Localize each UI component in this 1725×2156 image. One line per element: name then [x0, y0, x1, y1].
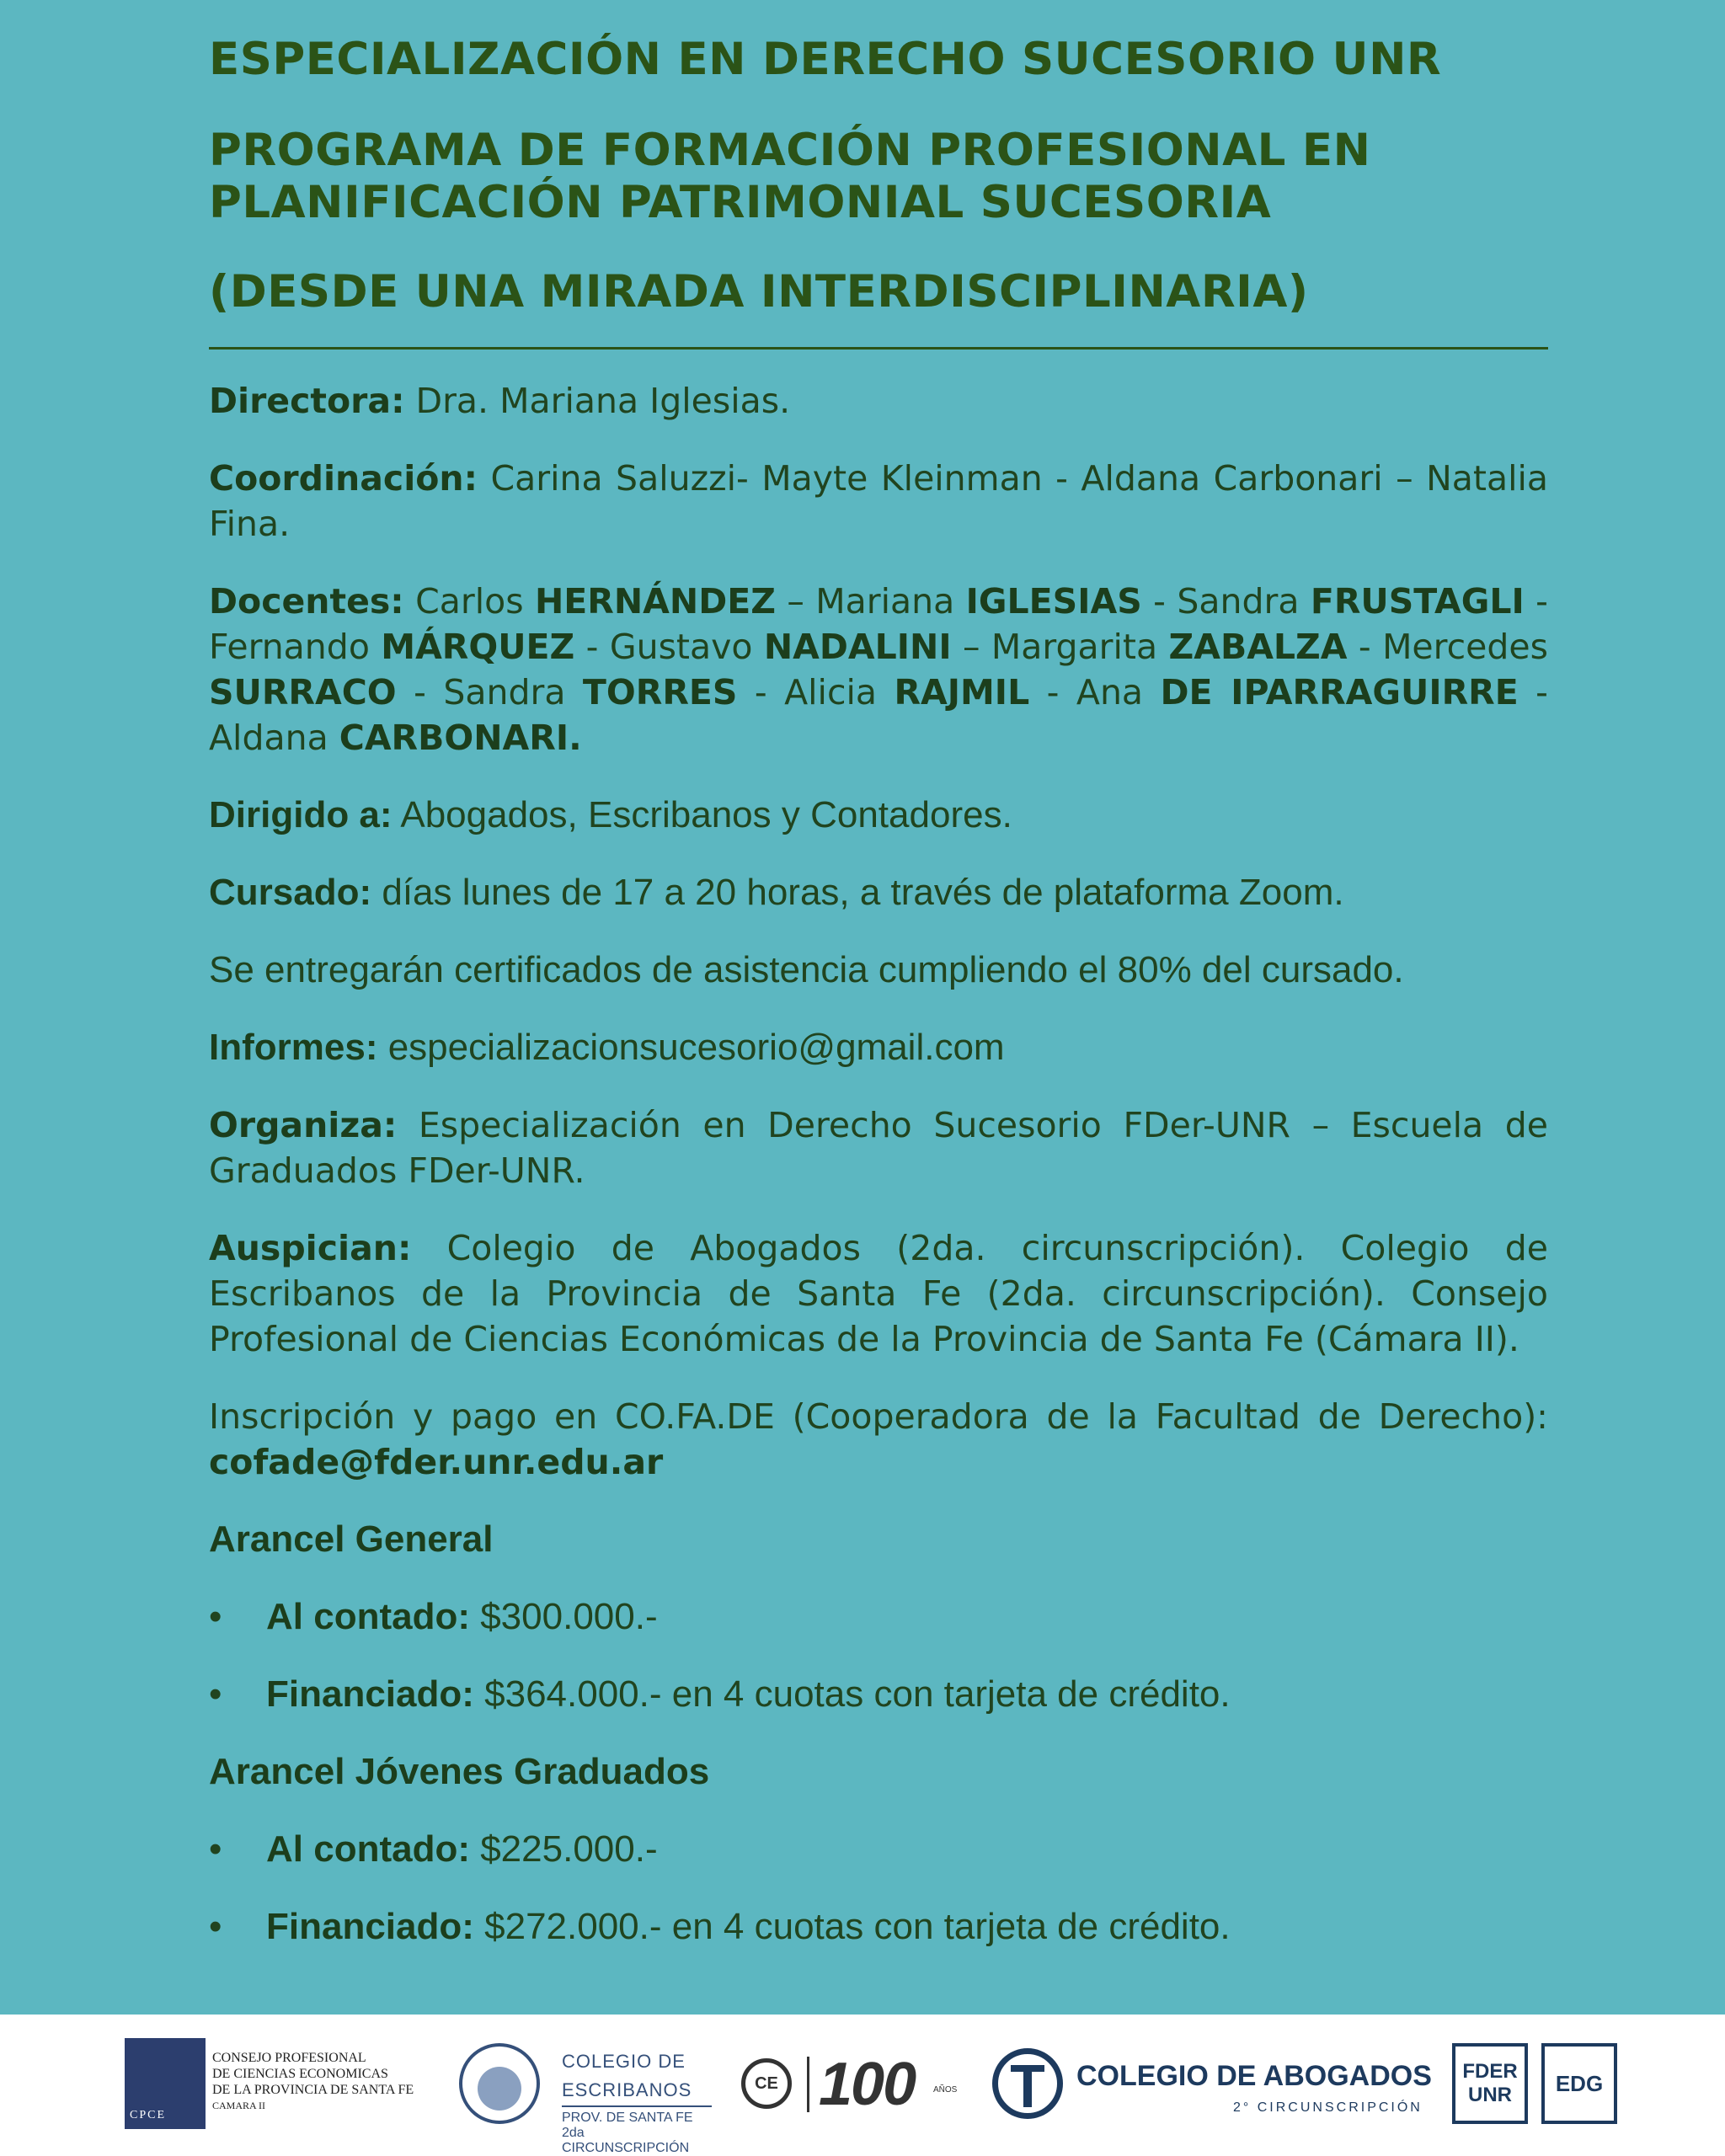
edg-logo: EDG — [1541, 2043, 1617, 2124]
docente-first-name: Alicia — [784, 672, 895, 712]
cpce-abbr: CPCE — [130, 2109, 167, 2121]
inscripcion-email[interactable]: cofade@fder.unr.edu.ar — [209, 1442, 664, 1482]
arancel-general-heading: Arancel General — [209, 1518, 494, 1560]
docente-separator: - — [737, 672, 785, 712]
arancel-value: $272.000.- en 4 cuotas con tarjeta de crédito. — [473, 1906, 1231, 1947]
docente-separator: - — [1141, 581, 1178, 622]
docente-last-name: IGLESIAS — [965, 581, 1142, 622]
docente-last-name: ZABALZA — [1168, 627, 1348, 667]
docente-last-name: HERNÁNDEZ — [534, 581, 776, 622]
arancel-label: Al contado: — [266, 1596, 470, 1637]
docente-separator: - — [574, 627, 610, 667]
title-line-4: (DESDE UNA MIRADA INTERDISCIPLINARIA) — [209, 266, 1309, 318]
docente-first-name: Mariana — [815, 581, 966, 622]
abogados-circ: 2° CIRCUNSCRIPCIÓN — [1233, 2100, 1423, 2115]
docente-separator: - — [396, 672, 444, 712]
informes-line — [209, 1025, 1548, 1070]
coordinacion-label: Coordinación: — [209, 458, 478, 499]
title-block — [209, 34, 1548, 318]
anniversary-label: AÑOS — [933, 2085, 958, 2095]
docente-separator: - — [1518, 672, 1548, 712]
bullet-glyph: • — [209, 1673, 222, 1715]
escribanos-line: 2da CIRCUNSCRIPCIÓN — [562, 2126, 690, 2155]
arancel-jovenes-item — [209, 1827, 1548, 1872]
bullet-glyph: • — [209, 1828, 222, 1870]
cursado-label: Cursado: — [209, 872, 372, 913]
logo-divider — [807, 2057, 809, 2112]
docente-last-name: NADALINI — [763, 627, 952, 667]
docente-last-name: FRUSTAGLI — [1310, 581, 1525, 622]
arancel-jovenes-item — [209, 1904, 1548, 1950]
docente-first-name: Fernando — [209, 627, 382, 667]
organiza-label: Organiza: — [209, 1105, 398, 1145]
abogados-name: COLEGIO DE ABOGADOS — [1076, 2060, 1432, 2092]
escribanos-seal-icon — [459, 2043, 540, 2124]
arancel-value: $300.000.- — [469, 1596, 658, 1637]
informes-email[interactable]: especializacionsucesorio@gmail.com — [377, 1027, 1005, 1068]
arancel-label: Financiado: — [266, 1673, 474, 1715]
sponsor-footer — [0, 2015, 1725, 2156]
docentes-line — [209, 579, 1548, 760]
arancel-label: Financiado: — [266, 1906, 474, 1947]
cpce-logo — [125, 2038, 428, 2129]
docente-last-name: SURRACO — [209, 672, 397, 712]
organiza-line — [209, 1102, 1548, 1193]
escribanos-logo — [459, 2038, 712, 2155]
fder-line: FDER — [1462, 2060, 1518, 2083]
escribanos-line: COLEGIO DE — [562, 2051, 686, 2072]
escribanos-line: ESCRIBANOS — [562, 2079, 692, 2100]
flyer-content — [209, 25, 1548, 1982]
arancel-jovenes-heading: Arancel Jóvenes Graduados — [209, 1751, 710, 1792]
dirigido-line — [209, 792, 1548, 838]
fder-unr-logo — [1452, 2043, 1528, 2124]
inscripcion-text: Inscripción y pago en CO.FA.DE (Cooperadora de la Facultad de Derecho): — [209, 1396, 1548, 1437]
coordinacion-line — [209, 456, 1548, 547]
arancel-general-item — [209, 1672, 1548, 1717]
escribanos-text — [562, 2043, 712, 2156]
arancel-general-item — [209, 1594, 1548, 1640]
seal-center — [478, 2067, 521, 2111]
ce-100-logo — [741, 2038, 960, 2129]
cursado-value: días lunes de 17 a 20 horas, a través de plataforma Zoom. — [371, 872, 1344, 913]
docente-separator: – — [775, 581, 816, 622]
docentes-label: Docentes: — [209, 581, 404, 622]
column-stem — [1023, 2065, 1032, 2107]
organiza-value: Especialización en Derecho Sucesorio FDer-UNR – Escuela de Graduados FDer-UNR. — [209, 1105, 1548, 1191]
title-line-2: PROGRAMA DE FORMACIÓN PROFESIONAL EN — [209, 125, 1371, 176]
auspician-value: Colegio de Abogados (2da. circunscripción). Colegio de Escribanos de la Provincia de Santa Fe (2da. circunscripción). Consejo Profesional de Ciencias Económicas de la Provincia de Santa Fe (Cámara II). — [209, 1228, 1548, 1359]
arancel-label: Al contado: — [266, 1828, 470, 1870]
docente-first-name: Sandra — [1177, 581, 1311, 622]
docente-first-name: Gustavo — [609, 627, 764, 667]
docente-last-name: DE IPARRAGUIRRE — [1160, 672, 1519, 712]
anniversary-number: 100 — [819, 2051, 916, 2118]
cursado-line — [209, 870, 1548, 915]
docente-separator: - — [1347, 627, 1383, 667]
directora-label: Directora: — [209, 381, 405, 421]
informes-label: Informes: — [209, 1027, 378, 1068]
escribanos-line: PROV. DE SANTA FE — [562, 2105, 712, 2126]
dirigido-value: Abogados, Escribanos y Contadores. — [392, 794, 1012, 835]
docente-last-name: CARBONARI. — [339, 718, 582, 758]
inscripcion-line — [209, 1394, 1548, 1485]
colegio-abogados-logo — [992, 2038, 1430, 2129]
directora-line — [209, 378, 1548, 424]
title-line-3: PLANIFICACIÓN PATRIMONIAL SUCESORIA — [209, 177, 1272, 228]
cpce-line: DE CIENCIAS ECONOMICAS — [212, 2067, 388, 2081]
cpce-line: CONSEJO PROFESIONAL — [212, 2051, 366, 2065]
docente-last-name: RAJMIL — [894, 672, 1030, 712]
ce-icon: CE — [741, 2058, 792, 2109]
docente-first-name: Sandra — [443, 672, 583, 712]
docente-separator: – — [951, 627, 991, 667]
cpce-line: DE LA PROVINCIA DE SANTA FE — [212, 2083, 414, 2097]
certificados-line: Se entregarán certificados de asistencia cumpliendo el 80% del cursado. — [209, 949, 1404, 990]
docente-first-name: Aldana — [209, 718, 339, 758]
auspician-label: Auspician: — [209, 1228, 412, 1268]
cpce-line: CAMARA II — [212, 2100, 266, 2111]
docente-separator: - — [1029, 672, 1076, 712]
arancel-value: $225.000.- — [469, 1828, 658, 1870]
docente-first-name: Ana — [1076, 672, 1161, 712]
docente-first-name: Mercedes — [1382, 627, 1548, 667]
bullet-glyph: • — [209, 1906, 222, 1947]
docente-last-name: TORRES — [582, 672, 738, 712]
bullet-glyph: • — [209, 1596, 222, 1637]
docente-separator: - — [1524, 581, 1548, 622]
title-line-1: ESPECIALIZACIÓN EN DERECHO SUCESORIO UNR — [209, 34, 1442, 85]
docente-first-name: Carlos — [403, 581, 535, 622]
cpce-text — [212, 2050, 414, 2114]
auspician-line — [209, 1225, 1548, 1362]
arancel-value: $364.000.- en 4 cuotas con tarjeta de crédito. — [473, 1673, 1231, 1715]
dirigido-label: Dirigido a: — [209, 794, 393, 835]
divider — [209, 347, 1548, 350]
docente-last-name: MÁRQUEZ — [381, 627, 575, 667]
directora-value: Dra. Mariana Iglesias. — [404, 381, 791, 421]
docente-first-name: Margarita — [991, 627, 1169, 667]
coordinacion-value: Carina Saluzzi- Mayte Kleinman - Aldana Carbonari – Natalia Fina. — [209, 458, 1548, 544]
fder-line: UNR — [1468, 2084, 1512, 2106]
